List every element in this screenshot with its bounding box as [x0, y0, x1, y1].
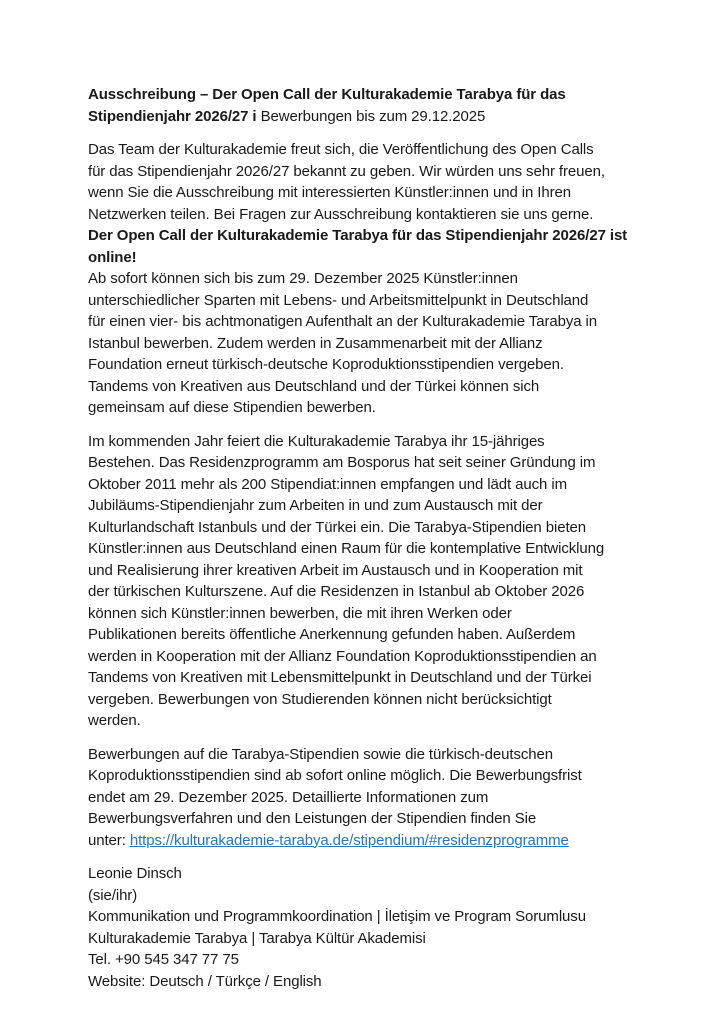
text-run: werden. [88, 712, 141, 729]
text-run: können sich Künstler:innen bewerben, die mit ihren Werken oder [88, 604, 512, 622]
bold-text-run: Ausschreibung – Der Open Call der Kulturakademie Tarabya für das [88, 86, 566, 103]
text-line [88, 863, 684, 885]
text-run: unterschiedlicher Sparten mit Lebens- und Arbeitsmittelpunkt in Deutschland [88, 291, 589, 309]
text-line [88, 452, 684, 474]
text-line [88, 247, 684, 269]
text-line [88, 808, 684, 830]
text-run: Bewerbungsverfahren und den Leistungen der Stipendien finden Sie [88, 810, 537, 827]
text-run: Bestehen. Das Residenzprogramm am Bosporus hat seit seiner Gründung im [88, 454, 596, 471]
text-line [88, 161, 684, 183]
text-run: (sie/ihr) [88, 886, 138, 904]
paragraph-programme-details [88, 431, 684, 732]
text-run: Tandems von Kreativen mit Lebensmittelpunkt in Deutschland und der Türkei [88, 669, 592, 686]
text-line [88, 495, 684, 517]
text-line [88, 431, 684, 453]
text-line [88, 538, 684, 560]
text-run: Publikationen bereits öffentliche Anerkennung gefunden haben. Außerdem [88, 626, 576, 643]
text-line [88, 787, 684, 809]
text-line [88, 710, 684, 732]
text-line [88, 928, 684, 950]
text-line [88, 667, 684, 689]
text-run: Jubiläums-Stipendienjahr zum Arbeiten in und zum Austausch mit der [88, 497, 543, 514]
text-run: Im kommenden Jahr feiert die Kulturakademie Tarabya ihr 15-jähriges [88, 432, 545, 450]
text-run: wenn Sie die Ausschreibung mit interessierten Künstler:innen und in Ihren [88, 184, 571, 201]
text-run: Tel. +90 545 347 77 75 [88, 951, 239, 968]
text-line [88, 204, 684, 226]
text-line [88, 744, 684, 766]
document-body [88, 84, 684, 1004]
text-run: Kulturakademie Tarabya | Tarabya Kültür Akademisi [88, 929, 426, 947]
text-run: Das Team der Kulturakademie freut sich, die Veröffentlichung des Open Calls [88, 141, 594, 158]
text-run: Kommunikation und Programmkoordination | İletişim ve Program Sorumlusu [88, 908, 586, 925]
text-line [88, 906, 684, 928]
text-line [88, 333, 684, 355]
text-line [88, 624, 684, 646]
text-line [88, 268, 684, 290]
text-line [88, 474, 684, 496]
text-run: Istanbul bewerben. Zudem werden in Zusammenarbeit mit der Allianz [88, 334, 543, 352]
text-line [88, 397, 684, 419]
text-line [88, 106, 684, 128]
text-line [88, 182, 684, 204]
paragraph-announcement [88, 139, 684, 419]
text-line [88, 84, 684, 106]
heading [88, 84, 684, 127]
text-run: für einen vier- bis achtmonatigen Aufenthalt an der Kulturakademie Tarabya in [88, 313, 598, 330]
bold-text-run: online! [88, 248, 137, 266]
text-line [88, 885, 684, 907]
bold-text-run: Der Open Call der Kulturakademie Tarabya für das Stipendienjahr 2026/27 ist [88, 227, 628, 244]
text-run: Leonie Dinsch [88, 865, 182, 882]
text-line [88, 560, 684, 582]
text-run: der türkischen Kulturszene. Auf die Residenzen in Istanbul ab Oktober 2026 [88, 583, 585, 600]
text-run: und Realisierung ihrer kreativen Arbeit im Austausch und in Kooperation mit [88, 561, 583, 579]
text-line [88, 139, 684, 161]
text-line [88, 517, 684, 539]
text-run: vergeben. Bewerbungen von Studierenden können nicht berücksichtigt [88, 690, 552, 708]
text-line [88, 830, 684, 852]
text-run: für das Stipendienjahr 2026/27 bekannt zu geben. Wir würden uns sehr freuen, [88, 162, 605, 180]
residency-programme-link[interactable]: https://kulturakademie-tarabya.de/stipendium/#residenzprogramme [129, 831, 569, 849]
text-run: werden in Kooperation mit der Allianz Foundation Koproduktionsstipendien an [88, 647, 597, 665]
text-line [88, 225, 684, 247]
text-line [88, 689, 684, 711]
text-run: Netzwerken teilen. Bei Fragen zur Ausschreibung kontaktieren sie uns gerne. [88, 205, 594, 223]
text-run: Website: Deutsch / Türkçe / English [88, 972, 322, 990]
text-run: unter: [88, 831, 130, 849]
text-run: Foundation erneut türkisch-deutsche Koproduktionsstipendien vergeben. [88, 356, 564, 373]
text-run: Ab sofort können sich bis zum 29. Dezember 2025 Künstler:innen [88, 270, 518, 287]
text-run: endet am 29. Dezember 2025. Detaillierte Informationen zum [88, 788, 489, 806]
text-run: Bewerbungen bis zum 29.12.2025 [256, 107, 486, 125]
text-line [88, 949, 684, 971]
text-line [88, 581, 684, 603]
text-run: Kulturlandschaft Istanbuls und der Türkei ein. Die Tarabya-Stipendien bieten [88, 518, 586, 536]
text-run: Koproduktionsstipendien sind ab sofort online möglich. Die Bewerbungsfrist [88, 767, 582, 784]
text-line [88, 376, 684, 398]
text-line [88, 354, 684, 376]
bold-text-run: Stipendienjahr 2026/27 i [88, 107, 257, 125]
text-line [88, 290, 684, 312]
text-line [88, 646, 684, 668]
text-run: Bewerbungen auf die Tarabya-Stipendien sowie die türkisch-deutschen [88, 745, 553, 763]
text-line [88, 603, 684, 625]
text-line [88, 311, 684, 333]
text-line [88, 765, 684, 787]
paragraph-application-info [88, 744, 684, 852]
text-line [88, 971, 684, 993]
text-run: Oktober 2011 mehr als 200 Stipendiat:innen empfangen und lädt auch im [88, 475, 567, 493]
text-run: Tandems von Kreativen aus Deutschland und der Türkei können sich [88, 377, 540, 395]
text-run: gemeinsam auf diese Stipendien bewerben. [88, 399, 376, 416]
text-run: Künstler:innen aus Deutschland einen Raum für die kontemplative Entwicklung [88, 540, 605, 557]
signature [88, 863, 684, 992]
